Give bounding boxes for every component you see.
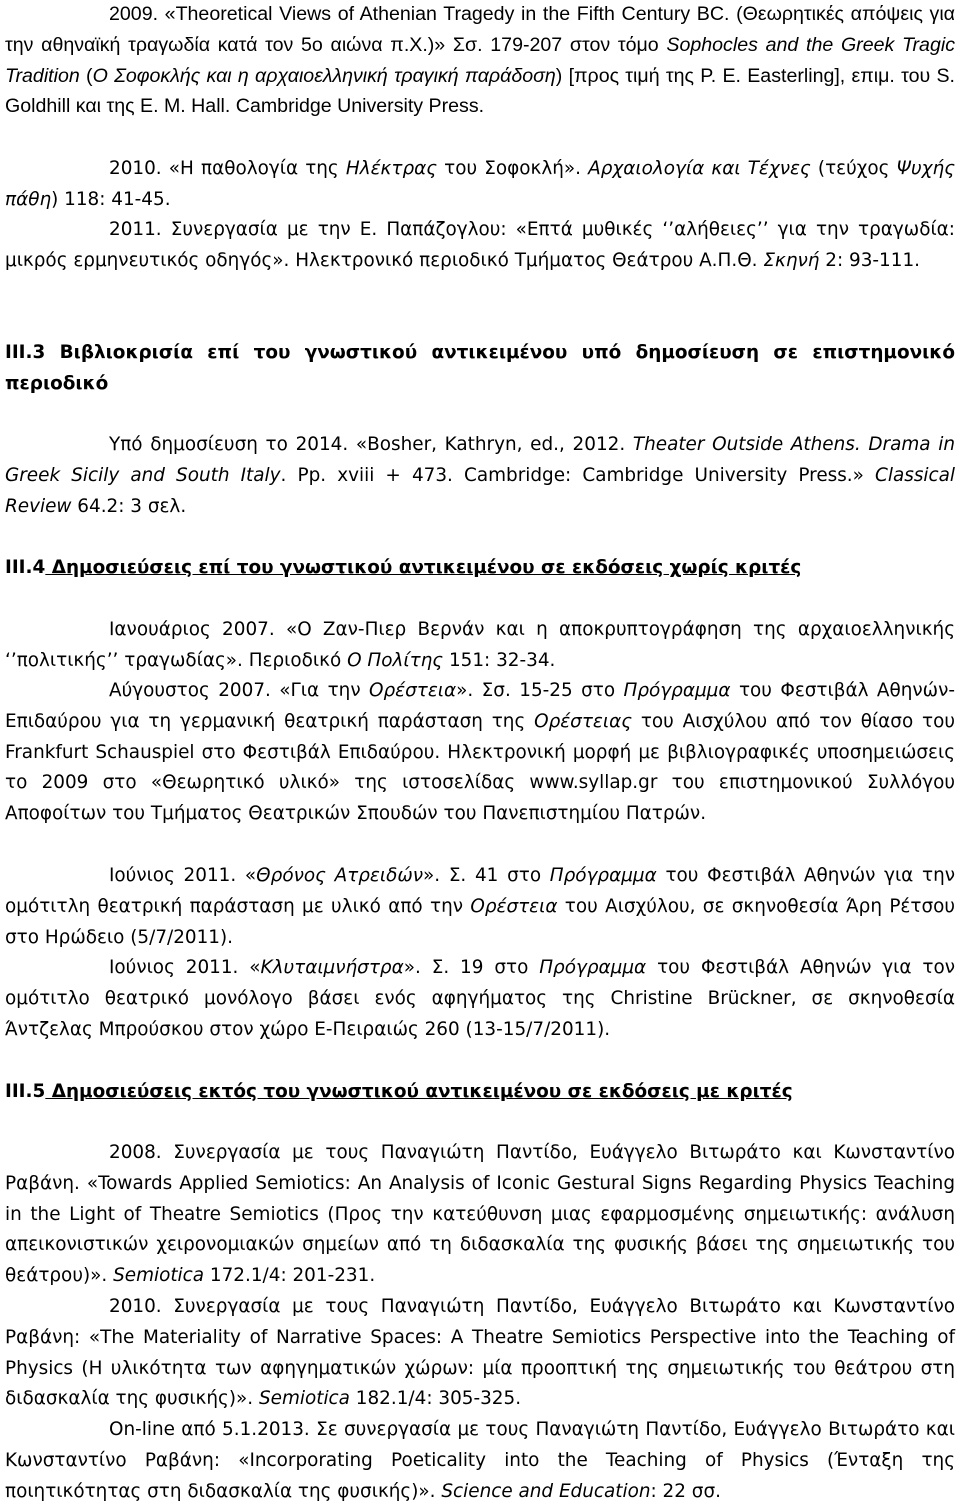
journal-title: Ο Πολίτης — [347, 649, 444, 671]
journal-title: Science and Education — [441, 1480, 651, 1502]
entry-text: ». Σ. 19 στο — [403, 957, 540, 978]
entry-jun-2011-a — [5, 861, 955, 953]
work-title: Ορέστεια — [470, 895, 558, 917]
book-title: Theater Outside Athens. Drama in Greek Sicily and South Italy — [5, 434, 955, 486]
book-title: Sophocles and the Greek Tragic Tradition — [5, 33, 955, 87]
entry-text: . Pp. xviii + 473. Cambridge: Cambridge University Press.» — [280, 464, 876, 486]
entry-text: : 22 σσ. — [650, 1480, 721, 1502]
work-title: Ορέστειας — [534, 710, 632, 732]
entry-2010 — [5, 154, 955, 216]
entry-text: ( — [79, 64, 93, 87]
journal-title: Σκηνή — [763, 249, 820, 271]
entry-text: Αύγουστος 2007. «Για την — [109, 680, 370, 701]
entry-online-2013 — [5, 1415, 955, 1507]
entry-text: Ιανουάριος 2007. «Ο Ζαν-Πιερ Βερνάν και η αποκρυπτογράφηση της αρχαιοελληνικής ‘’πολιτικής’’ τραγωδίας». Περιοδικό — [5, 619, 955, 671]
entry-text: 2008. Συνεργασία με τους Παναγιώτη Παντίδο, Ευάγγελο Βιτωράτο και Κωνσταντίνο Ραβάνη. «Towards Applied Semiotics: An Analysis of Iconic Gestural Signs Regarding Physics Teaching in the Light of Theatre Semiotics (Προς την κατεύθυνση μιας εφαρμοσμένης σημειωτικής: ανάλυση απεικονιστικών χειρονομιακών σημείων από τη διδασκαλία της φυσικής βάσει της σημειωτικής του θεάτρου)». — [5, 1142, 955, 1287]
program-title: Πρόγραμμα — [623, 680, 731, 701]
entry-jun-2011-b — [5, 953, 955, 1045]
section-heading-3-5 — [5, 1077, 955, 1108]
journal-title: Semiotica — [113, 1265, 205, 1287]
section-heading-3-3 — [5, 338, 955, 400]
entry-2008 — [5, 1138, 955, 1292]
work-title: Κλυταιμνήστρα — [260, 957, 404, 978]
entry-jan-2007 — [5, 615, 955, 677]
entry-text: του Φεστιβάλ Αθηνών για τον ομότιτλο θεατρικό μονόλογο βάσει ενός αφηγήματος της Christine Brückner, σε σκηνοθεσία Άντζελας Μπρούσκου στον χώρο Ε-Πειραιώς 260 (13-15/7/2011). — [5, 957, 955, 1040]
entry-text: ». Σ. 41 στο — [423, 865, 550, 886]
entry-text: 64.2: 3 σελ. — [71, 495, 187, 517]
entry-text: ) 118: 41-45. — [51, 188, 171, 210]
entry-text: Ιούνιος 2011. « — [109, 957, 261, 978]
entry-text: 2010. Συνεργασία με τους Παναγιώτη Παντίδο, Ευάγγελο Βιτωράτο και Κωνσταντίνο Ραβάνη: «The Materiality of Narrative Spaces: A Theatre Semiotics Perspective into the Teaching of Physics (Η υλικότητα των αφηγηματικών χώρων: μία προοπτική της σημειωτικής του θεάτρου στη διδασκαλία της φυσικής)». — [5, 1296, 955, 1410]
section-number: III.3 — [5, 342, 46, 363]
section-title: Βιβλιοκρισία επί του γνωστικού αντικειμένου υπό δημοσίευση σε επιστημονικό περιοδικό — [5, 342, 955, 394]
entry-text: 2: 93-111. — [819, 249, 920, 271]
issue-title: Ψυχής πάθη — [5, 158, 955, 210]
journal-title: Classical Review — [5, 464, 955, 517]
program-title: Πρόγραμμα — [549, 865, 657, 886]
play-title: Ηλέκτρας — [345, 158, 438, 179]
entry-text: 151: 32-34. — [443, 649, 556, 671]
entry-text: On-line από 5.1.2013. Σε συνεργασία με τους Παναγιώτη Παντίδο, Ευάγγελο Βιτωράτο και Κωνσταντίνο Ραβάνη: «Incorporating Poeticality into the Teaching of Physics (Ένταξη της ποιητικότητας στη διδασκαλία της φυσικής)». — [5, 1419, 955, 1502]
work-title: Θρόνος Ατρειδών — [256, 865, 424, 886]
entry-text: του Σοφοκλή». — [437, 158, 589, 179]
section-title: Δημοσιεύσεις εκτός του γνωστικού αντικειμένου σε εκδόσεις με κριτές — [45, 1081, 793, 1102]
entry-text: του Φεστιβάλ Αθηνών για την ομότιτλη θεατρική παράσταση με υλικό από την — [5, 865, 956, 917]
entry-text: 182.1/4: 305-325. — [349, 1388, 522, 1410]
entry-text: ». Σσ. 15-25 στο — [456, 680, 624, 701]
entry-text: Ιούνιος 2011. « — [109, 865, 257, 886]
entry-text: του Αισχύλου, σε σκηνοθεσία Άρη Ρέτσου στο Ηρώδειο (5/7/2011). — [5, 895, 955, 948]
entry-text: 2009. «Theoretical Views of Athenian Tragedy in the Fifth Century BC. (Θεωρητικές απόψεις για την αθηναϊκή τραγωδία κατά τον 5ο αιώνα π.Χ.)» Σσ. 179-207 στον τόμο — [5, 3, 955, 56]
entry-review — [5, 430, 955, 522]
entry-text: Υπό δημοσίευση το 2014. «Bosher, Kathryn, ed., 2012. — [109, 434, 633, 455]
work-title: Ορέστεια — [369, 680, 457, 701]
entry-text: 2011. Συνεργασία με την Ε. Παπάζογλου: «Επτά μυθικές ‘’αλήθειες’’ για την τραγωδία: μικρός ερμηνευτικός οδηγός». Ηλεκτρονικό περιοδικό Τμήματος Θεάτρου Α.Π.Θ. — [5, 219, 955, 271]
section-heading-3-4 — [5, 553, 955, 584]
entry-2009 — [5, 0, 955, 122]
section-title: Δημοσιεύσεις επί του γνωστικού αντικειμένου σε εκδόσεις χωρίς κριτές — [45, 557, 802, 578]
entry-aug-2007 — [5, 676, 955, 830]
journal-title: Αρχαιολογία και Τέχνες — [588, 158, 811, 179]
entry-text: του Αισχύλου από τον θίασο του Frankfurt Schauspiel στο Φεστιβάλ Επιδαύρου. Ηλεκτρονική μορφή με βιβλιογραφικές υποσημειώσεις το 2009 στο «Θεωρητικό υλικό» της ιστοσελίδας www.syllap.gr του επιστημονικού Συλλόγου Αποφοίτων του Τμήματος Θεατρικών Σπουδών του Πανεπιστημίου Πατρών. — [5, 710, 956, 825]
book-title-greek: Ο Σοφοκλής και η αρχαιοελληνική τραγική παράδοση — [92, 64, 556, 87]
section-number: III.4 — [5, 557, 46, 578]
section-number: III.5 — [5, 1081, 46, 1102]
entry-2011 — [5, 215, 955, 277]
journal-title: Semiotica — [258, 1388, 350, 1410]
program-title: Πρόγραμμα — [539, 957, 647, 978]
entry-2010-semiotica — [5, 1292, 955, 1415]
entry-text: 2010. «Η παθολογία της — [109, 158, 346, 179]
entry-text: (τεύχος — [810, 158, 897, 179]
entry-text: του Φεστιβάλ Αθηνών-Επιδαύρου για τη γερμανική θεατρική παράσταση της — [5, 680, 955, 732]
entry-text: ) [προς τιμή της P. E. Easterling], επιμ. του S. Goldhill και της E. M. Hall. Cambridge University Press. — [5, 64, 955, 118]
entry-text: 172.1/4: 201-231. — [204, 1265, 376, 1287]
